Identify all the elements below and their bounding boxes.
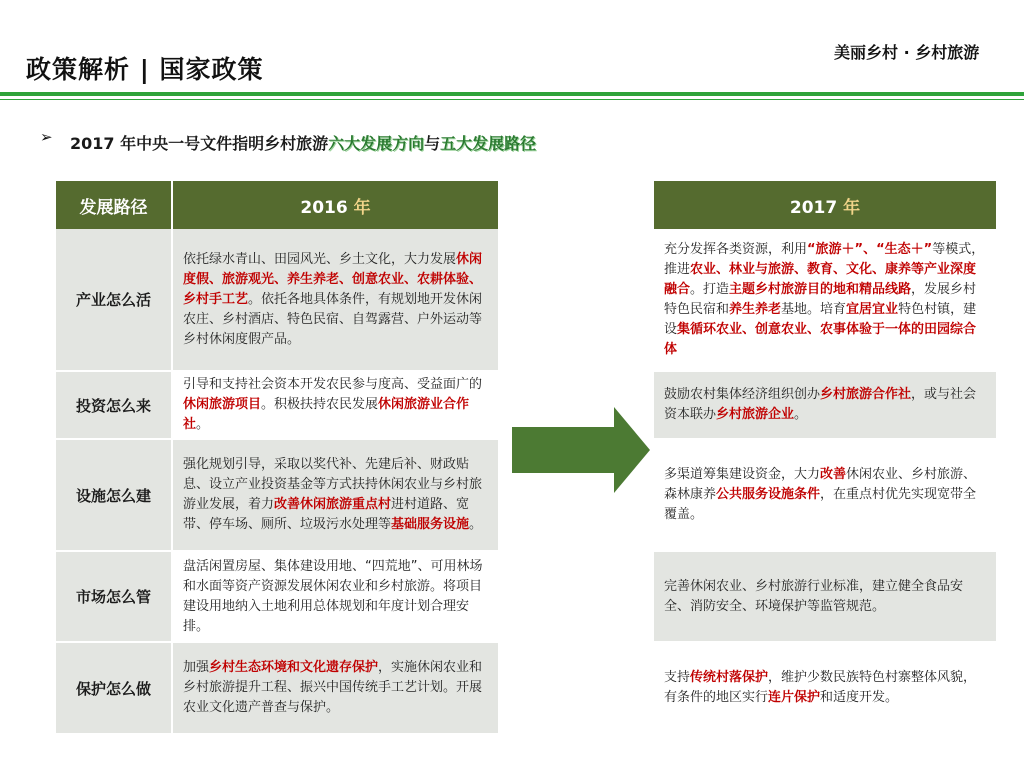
body-text: 进村道路、宽带、停车场、厕所、垃圾污水处理等 [183, 497, 470, 532]
year-2017-number: 2017 [789, 197, 838, 218]
header-divider-thick [0, 92, 1024, 96]
heading-prefix: 2017 年中央一号文件指明乡村旅游 [70, 134, 329, 153]
cell-2017-protection [664, 668, 988, 708]
highlight-text: 传统村落保护 [690, 670, 769, 685]
body-text: 休闲农业、乡村旅游、森林康养 [664, 467, 977, 502]
body-text: ，在重点村优先实现宽带全覆盖。 [664, 487, 977, 522]
page-title: 政策解析 | 国家政策 [26, 55, 264, 84]
cell-2017-market [664, 577, 988, 617]
body-text: 依托绿水青山、田园风光、乡土文化，大力发展 [183, 251, 457, 267]
body-text: 鼓励农村集体经济组织创办 [664, 387, 821, 402]
body-text: 基地。培育 [781, 301, 847, 317]
highlight-text: 基础服务设施 [391, 517, 470, 532]
highlight-text: 乡村旅游合作社 [820, 387, 912, 402]
highlight-text: 乡村旅游企业 [716, 407, 795, 422]
highlight-text: 乡村生态环境和文化遗存保护 [209, 660, 379, 675]
table-row [654, 642, 996, 733]
highlight-text: 休闲度假、旅游观光、养生养老、创意农业、农耕体验、乡村手工艺 [183, 251, 483, 307]
arrow-bullet-icon: ➢ [40, 128, 53, 146]
highlight-text: 公共服务设施条件 [716, 487, 821, 502]
brand-label: 美丽乡村 · 乡村旅游 [834, 43, 980, 62]
highlight-text: “旅游＋”、“生态＋” [807, 241, 933, 257]
table-row [654, 551, 996, 642]
body-text: 盘活闲置房屋、集体建设用地、“四荒地”、可用林场和水面等资产资源发展休闲农业和乡村旅游。将项目建设用地纳入土地利用总体规划和年度计划合理安排。 [183, 558, 483, 634]
heading-highlight-paths: 五大发展路径 [440, 134, 537, 153]
header-development-path: 发展路径 [56, 181, 172, 229]
highlight-text: 休闲旅游业合作社 [183, 397, 470, 432]
table-2017 [654, 181, 996, 733]
year-2016-number: 2016 [300, 197, 348, 218]
highlight-text: 主题乡村旅游目的地和精品线路 [729, 281, 912, 297]
body-text: ，实施休闲农业和乡村旅游提升工程、振兴中国传统手工艺计划。开展农业文化遗产普查与保护。 [183, 660, 483, 715]
cell-2016-protection [183, 658, 490, 718]
body-text: 特色村镇，建设 [664, 301, 977, 337]
body-text: 加强 [183, 660, 210, 675]
body-text: ，或与社会资本联办 [664, 387, 977, 422]
table-row [56, 229, 498, 371]
table-row [654, 229, 996, 371]
highlight-text: 农业、林业与旅游、教育、文化、康养等产业深度融合 [664, 261, 977, 297]
cell-2017-facilities [664, 465, 988, 525]
right-arrow-icon [510, 405, 652, 495]
table-row [56, 439, 498, 551]
body-text: 引导和支持社会资本开发农民参与度高、受益面广的 [183, 377, 483, 392]
body-text: ，维护少数民族特色村寨整体风貌，有条件的地区实行 [664, 670, 977, 705]
cell-2016-investment [183, 375, 490, 435]
table-row [654, 371, 996, 439]
body-text: 。依托各地具体条件，有规划地开发休闲农庄、乡村酒店、特色民宿、自驾露营、户外运动等乡村休闲度假产品。 [183, 291, 483, 347]
table-2017-header-row [654, 181, 996, 229]
body-text: 完善休闲农业、乡村旅游行业标准，建立健全食品安全、消防安全、环境保护等监管规范。 [664, 578, 964, 614]
row-label-industry: 产业怎么活 [56, 229, 172, 371]
section-heading [70, 127, 630, 177]
year-2017-unit: 年 [837, 197, 861, 218]
table-row [56, 551, 498, 642]
row-label-facilities: 设施怎么建 [56, 439, 172, 551]
row-label-protection: 保护怎么做 [56, 642, 172, 733]
body-text: 。 [469, 517, 483, 532]
cell-2016-facilities [183, 455, 490, 535]
header-year-2016 [172, 181, 498, 229]
table-row [56, 371, 498, 439]
heading-highlight-directions: 六大发展方向 [328, 134, 425, 153]
cell-2016-market [183, 557, 490, 637]
highlight-text: 连片保护 [768, 690, 821, 705]
highlight-text: 宜居宜业 [846, 301, 899, 317]
body-text: 。积极扶持农民发展 [261, 397, 379, 412]
cell-2017-investment [664, 385, 988, 425]
body-text: 和适度开发。 [820, 690, 899, 705]
body-text: 强化规划引导，采取以奖代补、先建后补、财政贴息、设立产业投资基金等方式扶持休闲农业与乡村旅游业发展，着力 [183, 457, 483, 512]
row-label-investment: 投资怎么来 [56, 371, 172, 439]
table-2016 [56, 181, 498, 733]
highlight-text: 养生养老 [729, 301, 782, 317]
body-text: 。打造 [690, 281, 730, 297]
body-text: 等模式，推进 [664, 241, 985, 277]
highlight-text: 休闲旅游项目 [183, 397, 262, 412]
body-text: 。 [196, 417, 210, 432]
highlight-text: 改善休闲旅游重点村 [274, 497, 392, 512]
header-divider-thin [0, 99, 1024, 100]
table-row [654, 439, 996, 551]
year-2016-unit: 年 [347, 197, 371, 218]
heading-connector: 与 [424, 134, 441, 153]
body-text: 。 [794, 407, 808, 422]
cell-2017-industry [664, 240, 988, 360]
cell-2016-industry [183, 250, 490, 350]
table-row [56, 642, 498, 733]
header-year-2017 [654, 181, 996, 229]
body-text: 支持 [664, 670, 691, 685]
table-2016-header-row [56, 181, 498, 229]
highlight-text: 改善 [820, 467, 847, 482]
body-text: 多渠道筹集建设资金，大力 [664, 467, 821, 482]
highlight-text: 集循环农业、创意农业、农事体验于一体的田园综合体 [664, 321, 977, 357]
body-text: ，发展乡村特色民宿和 [664, 281, 977, 317]
body-text: 充分发挥各类资源，利用 [664, 241, 808, 257]
row-label-market: 市场怎么管 [56, 551, 172, 642]
